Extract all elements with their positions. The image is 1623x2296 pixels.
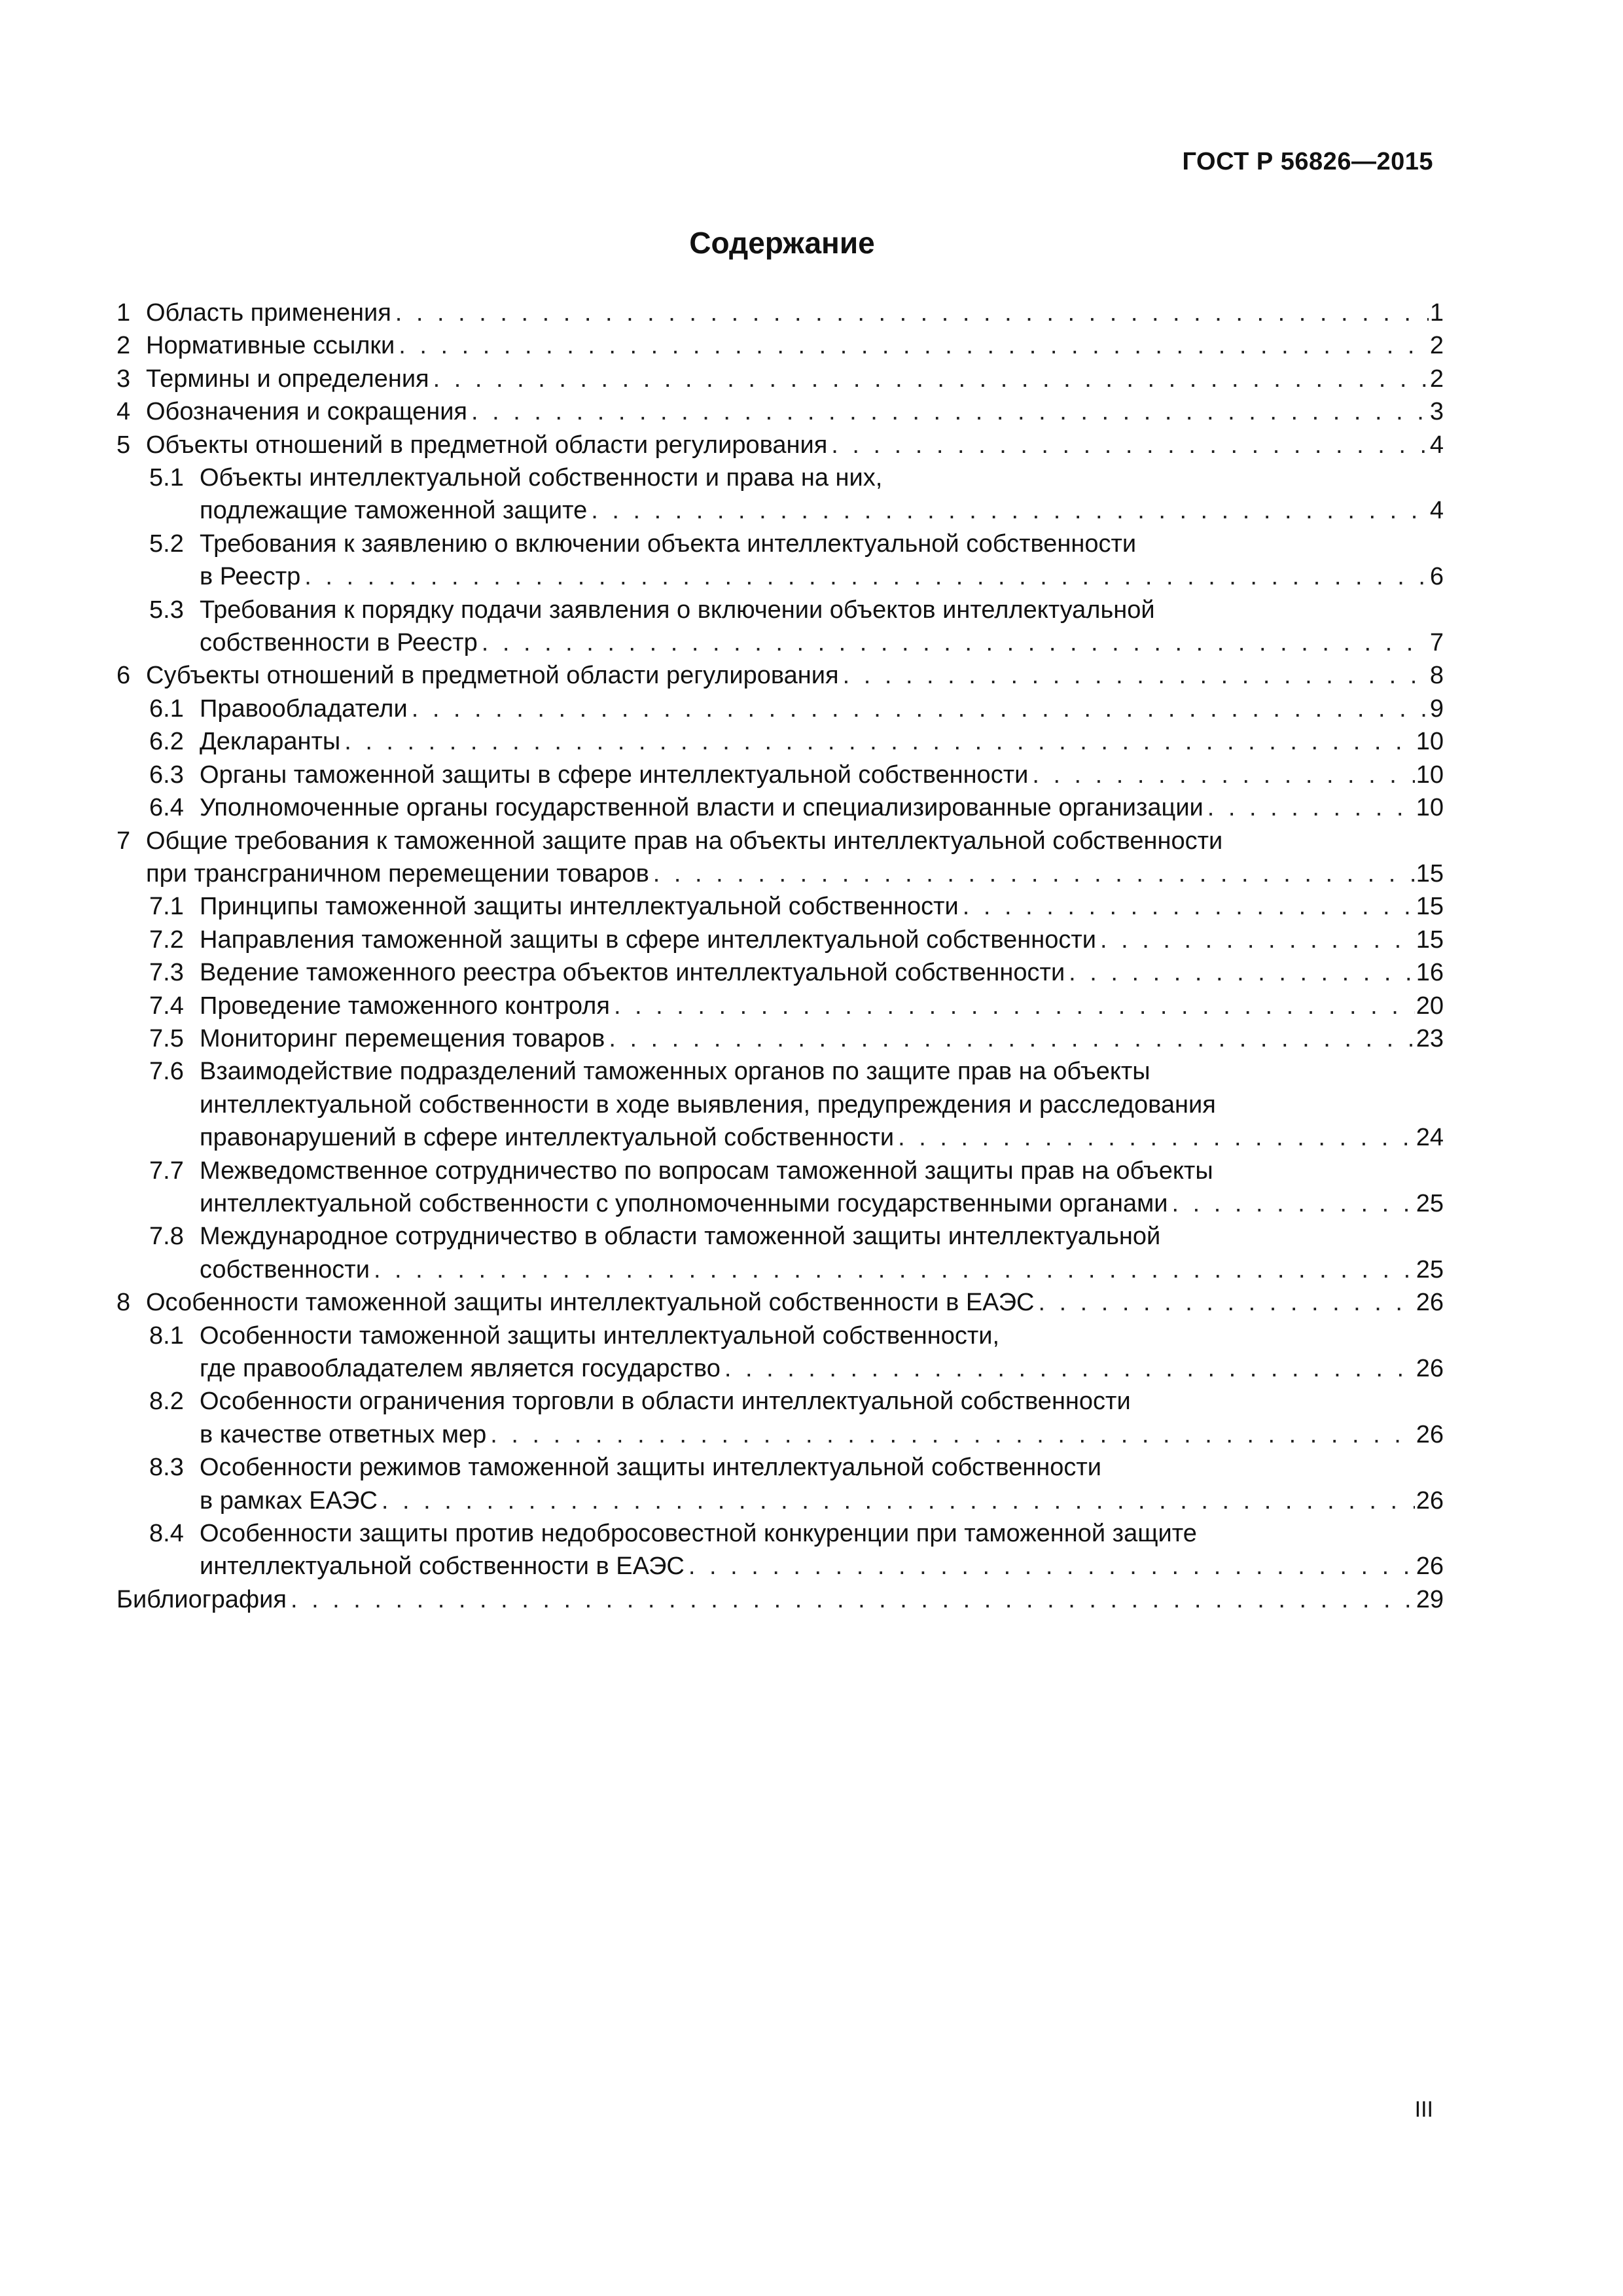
toc-entry-text: Требования к заявлению о включении объекта интеллектуальной собственности <box>200 529 1137 558</box>
dot-leader <box>344 725 1415 758</box>
toc-entry-5[interactable] <box>116 429 1444 461</box>
dot-leader <box>614 990 1415 1022</box>
toc-entry-text: Требования к порядку подачи заявления о включении объектов интеллектуальной <box>200 596 1155 624</box>
toc-number: 7.4 <box>149 992 184 1020</box>
toc-entry-text: Ведение таможенного реестра объектов интеллектуальной собственности <box>200 959 1065 987</box>
toc-entry-7-4[interactable] <box>116 990 1444 1022</box>
toc-entry-text: Область применения <box>146 299 391 327</box>
toc-entry-7-1[interactable] <box>116 890 1444 923</box>
toc-number: 6.4 <box>149 794 184 822</box>
toc-number: 8 <box>116 1289 131 1317</box>
toc-entry-text: в Реестр <box>200 563 301 591</box>
toc-entry-text: Правообладатели <box>200 694 408 723</box>
toc-number: 8.4 <box>149 1520 184 1548</box>
toc-entry-3[interactable] <box>116 363 1444 395</box>
page-number: III <box>1414 2097 1433 2122</box>
toc-number: 6.3 <box>149 761 184 789</box>
toc-entry-text: Межведомственное сотрудничество по вопросам таможенной защиты прав на объекты <box>200 1157 1213 1185</box>
dot-leader <box>591 494 1429 527</box>
toc-number: 7.8 <box>149 1223 184 1251</box>
toc-page-number: 20 <box>1416 992 1444 1020</box>
toc-entry-text: при трансграничном перемещении товаров <box>146 859 649 888</box>
toc-entry-text: Мониторинг перемещения товаров <box>200 1024 605 1052</box>
toc-number: 4 <box>116 398 131 426</box>
toc-entry-text: Особенности защиты против недобросовестной конкуренции при таможенной защите <box>200 1520 1197 1548</box>
dot-leader <box>1172 1187 1415 1220</box>
toc-number: 5.3 <box>149 596 184 624</box>
toc-entry-text: Особенности ограничения торговли в области интеллектуальной собственности <box>200 1388 1131 1416</box>
toc-entry-7-7[interactable] <box>116 1155 1444 1221</box>
toc-entry-7-5[interactable] <box>116 1022 1444 1055</box>
toc-page-number: 10 <box>1416 794 1444 822</box>
toc-number: 6 <box>116 662 131 690</box>
toc-entry-6-3[interactable] <box>116 759 1444 791</box>
toc-entry-6[interactable] <box>116 659 1444 692</box>
dot-leader <box>1207 791 1415 824</box>
dot-leader <box>609 1022 1414 1055</box>
dot-leader <box>382 1484 1415 1517</box>
toc-entry-text: интеллектуальной собственности в ходе выявления, предупреждения и расследования <box>200 1090 1216 1119</box>
toc-entry-text: Библиография <box>116 1585 287 1613</box>
toc-page-number: 26 <box>1416 1355 1444 1382</box>
toc-entry-text: собственности в Реестр <box>200 629 478 657</box>
toc-entry-6-2[interactable] <box>116 725 1444 758</box>
dot-leader <box>1038 1286 1414 1319</box>
toc-page-number: 6 <box>1429 563 1444 591</box>
toc-page-number: 8 <box>1429 662 1444 690</box>
toc-number: 7.6 <box>149 1058 184 1086</box>
dot-leader <box>471 395 1429 428</box>
toc-entry-text: правонарушений в сфере интеллектуальной собственности <box>200 1124 895 1152</box>
toc-entry-5-1[interactable] <box>116 461 1444 528</box>
toc-entry-text: Принципы таможенной защиты интеллектуальной собственности <box>200 893 959 921</box>
toc-entry-text: собственности <box>200 1255 370 1283</box>
toc-entry-text: Проведение таможенного контроля <box>200 992 610 1020</box>
toc-title: Содержание <box>689 226 875 260</box>
toc-entry-7-8[interactable] <box>116 1220 1444 1286</box>
dot-leader <box>831 429 1429 461</box>
toc-page-number: 16 <box>1416 959 1444 987</box>
toc-number: 2 <box>116 332 131 360</box>
table-of-contents <box>116 296 1444 1616</box>
toc-page-number: 2 <box>1429 365 1444 393</box>
toc-entry-text: Декларанты <box>200 728 341 756</box>
toc-entry-5-2[interactable] <box>116 528 1444 594</box>
toc-page-number: 15 <box>1416 859 1444 888</box>
toc-page-number: 25 <box>1416 1255 1444 1283</box>
toc-number: 8.2 <box>149 1388 184 1416</box>
toc-entry-text: Особенности режимов таможенной защиты интеллектуальной собственности <box>200 1454 1102 1482</box>
toc-page-number: 9 <box>1429 694 1444 723</box>
toc-page-number: 7 <box>1429 629 1444 657</box>
dot-leader <box>688 1550 1415 1583</box>
toc-number: 7.2 <box>149 925 184 954</box>
toc-page-number: 29 <box>1416 1585 1444 1613</box>
toc-number: 7 <box>116 827 131 855</box>
toc-page-number: 4 <box>1429 497 1444 525</box>
toc-entry-text: интеллектуальной собственности в ЕАЭС <box>200 1552 685 1581</box>
toc-entry-7-6[interactable] <box>116 1055 1444 1154</box>
toc-entry-4[interactable] <box>116 395 1444 428</box>
toc-entry-text: Обозначения и сокращения <box>146 398 468 426</box>
dot-leader <box>304 560 1429 593</box>
toc-page-number: 2 <box>1429 332 1444 360</box>
dot-leader <box>1069 956 1415 989</box>
toc-entry-8-3[interactable] <box>116 1451 1444 1517</box>
toc-entry-7[interactable] <box>116 825 1444 891</box>
toc-entry-text: Общие требования к таможенной защите прав на объекты интеллектуальной собственности <box>146 827 1223 855</box>
toc-page-number: 10 <box>1416 761 1444 789</box>
toc-entry-bibliography[interactable] <box>116 1583 1444 1616</box>
toc-entry-text: подлежащие таможенной защите <box>200 497 588 525</box>
toc-page-number: 3 <box>1429 398 1444 426</box>
toc-number: 7.3 <box>149 959 184 987</box>
toc-entry-text: Нормативные ссылки <box>146 332 395 360</box>
toc-number: 7.7 <box>149 1157 184 1185</box>
toc-page-number: 25 <box>1416 1189 1444 1217</box>
toc-entry-text: Особенности таможенной защиты интеллектуальной собственности в ЕАЭС <box>146 1289 1035 1317</box>
document-code: ГОСТ Р 56826—2015 <box>1182 148 1433 175</box>
toc-number: 8.3 <box>149 1454 184 1482</box>
toc-entry-text: Международное сотрудничество в области таможенной защиты интеллектуальной <box>200 1223 1161 1251</box>
toc-entry-text: где правообладателем является государство <box>200 1355 721 1382</box>
toc-page-number: 26 <box>1416 1420 1444 1448</box>
dot-leader <box>1100 924 1415 956</box>
toc-entry-text: Особенности таможенной защиты интеллектуальной собственности, <box>200 1321 1000 1350</box>
toc-page-number: 15 <box>1416 893 1444 921</box>
toc-entry-8[interactable] <box>116 1286 1444 1319</box>
toc-page-number: 26 <box>1416 1486 1444 1515</box>
toc-entry-text: Взаимодействие подразделений таможенных органов по защите прав на объекты <box>200 1058 1150 1086</box>
toc-entry-text: Уполномоченные органы государственной власти и специализированные организации <box>200 794 1204 822</box>
toc-entry-2[interactable] <box>116 329 1444 362</box>
toc-entry-text: Органы таможенной защиты в сфере интеллектуальной собственности <box>200 761 1029 789</box>
dot-leader <box>490 1418 1414 1451</box>
toc-page-number: 24 <box>1416 1124 1444 1152</box>
toc-number: 6.2 <box>149 728 184 756</box>
dot-leader <box>433 363 1429 395</box>
toc-entry-text: Объекты отношений в предметной области регулирования <box>146 431 828 459</box>
toc-entry-text: Объекты интеллектуальной собственности и права на них, <box>200 464 883 492</box>
toc-number: 3 <box>116 365 131 393</box>
toc-entry-8-1[interactable] <box>116 1319 1444 1386</box>
dot-leader <box>1032 759 1414 791</box>
dot-leader <box>291 1583 1415 1616</box>
toc-entry-8-4[interactable] <box>116 1517 1444 1583</box>
toc-entry-text: в рамках ЕАЭС <box>200 1486 378 1515</box>
toc-entry-7-3[interactable] <box>116 956 1444 989</box>
dot-leader <box>843 659 1429 692</box>
toc-entry-text: интеллектуальной собственности с уполномоченными государственными органами <box>200 1189 1168 1217</box>
toc-entry-1[interactable] <box>116 296 1444 329</box>
toc-page-number: 1 <box>1429 299 1444 327</box>
toc-number: 7.1 <box>149 893 184 921</box>
toc-entry-text: Субъекты отношений в предметной области регулирования <box>146 662 839 690</box>
dot-leader <box>898 1121 1415 1154</box>
toc-entry-text: в качестве ответных мер <box>200 1420 487 1448</box>
toc-number: 5.1 <box>149 464 184 492</box>
toc-number: 1 <box>116 299 131 327</box>
toc-entry-8-2[interactable] <box>116 1385 1444 1451</box>
dot-leader <box>395 296 1429 329</box>
dot-leader <box>653 857 1415 890</box>
toc-page-number: 10 <box>1416 728 1444 756</box>
dot-leader <box>412 692 1429 725</box>
toc-number: 7.5 <box>149 1024 184 1052</box>
toc-number: 5.2 <box>149 529 184 558</box>
toc-entry-text: Направления таможенной защиты в сфере интеллектуальной собственности <box>200 925 1097 954</box>
toc-page-number: 26 <box>1416 1552 1444 1581</box>
toc-entry-7-2[interactable] <box>116 924 1444 956</box>
toc-entry-6-1[interactable] <box>116 692 1444 725</box>
toc-page-number: 4 <box>1429 431 1444 459</box>
dot-leader <box>482 626 1429 659</box>
toc-page-number: 26 <box>1416 1289 1444 1317</box>
dot-leader <box>724 1352 1415 1385</box>
toc-entry-6-4[interactable] <box>116 791 1444 824</box>
toc-page-number: 15 <box>1416 925 1444 954</box>
toc-page-number: 23 <box>1416 1024 1444 1052</box>
toc-entry-5-3[interactable] <box>116 594 1444 660</box>
dot-leader <box>399 329 1429 362</box>
toc-entry-text: Термины и определения <box>146 365 429 393</box>
toc-number: 8.1 <box>149 1321 184 1350</box>
dot-leader <box>963 890 1415 923</box>
toc-number: 6.1 <box>149 694 184 723</box>
toc-number: 5 <box>116 431 131 459</box>
dot-leader <box>374 1253 1415 1286</box>
